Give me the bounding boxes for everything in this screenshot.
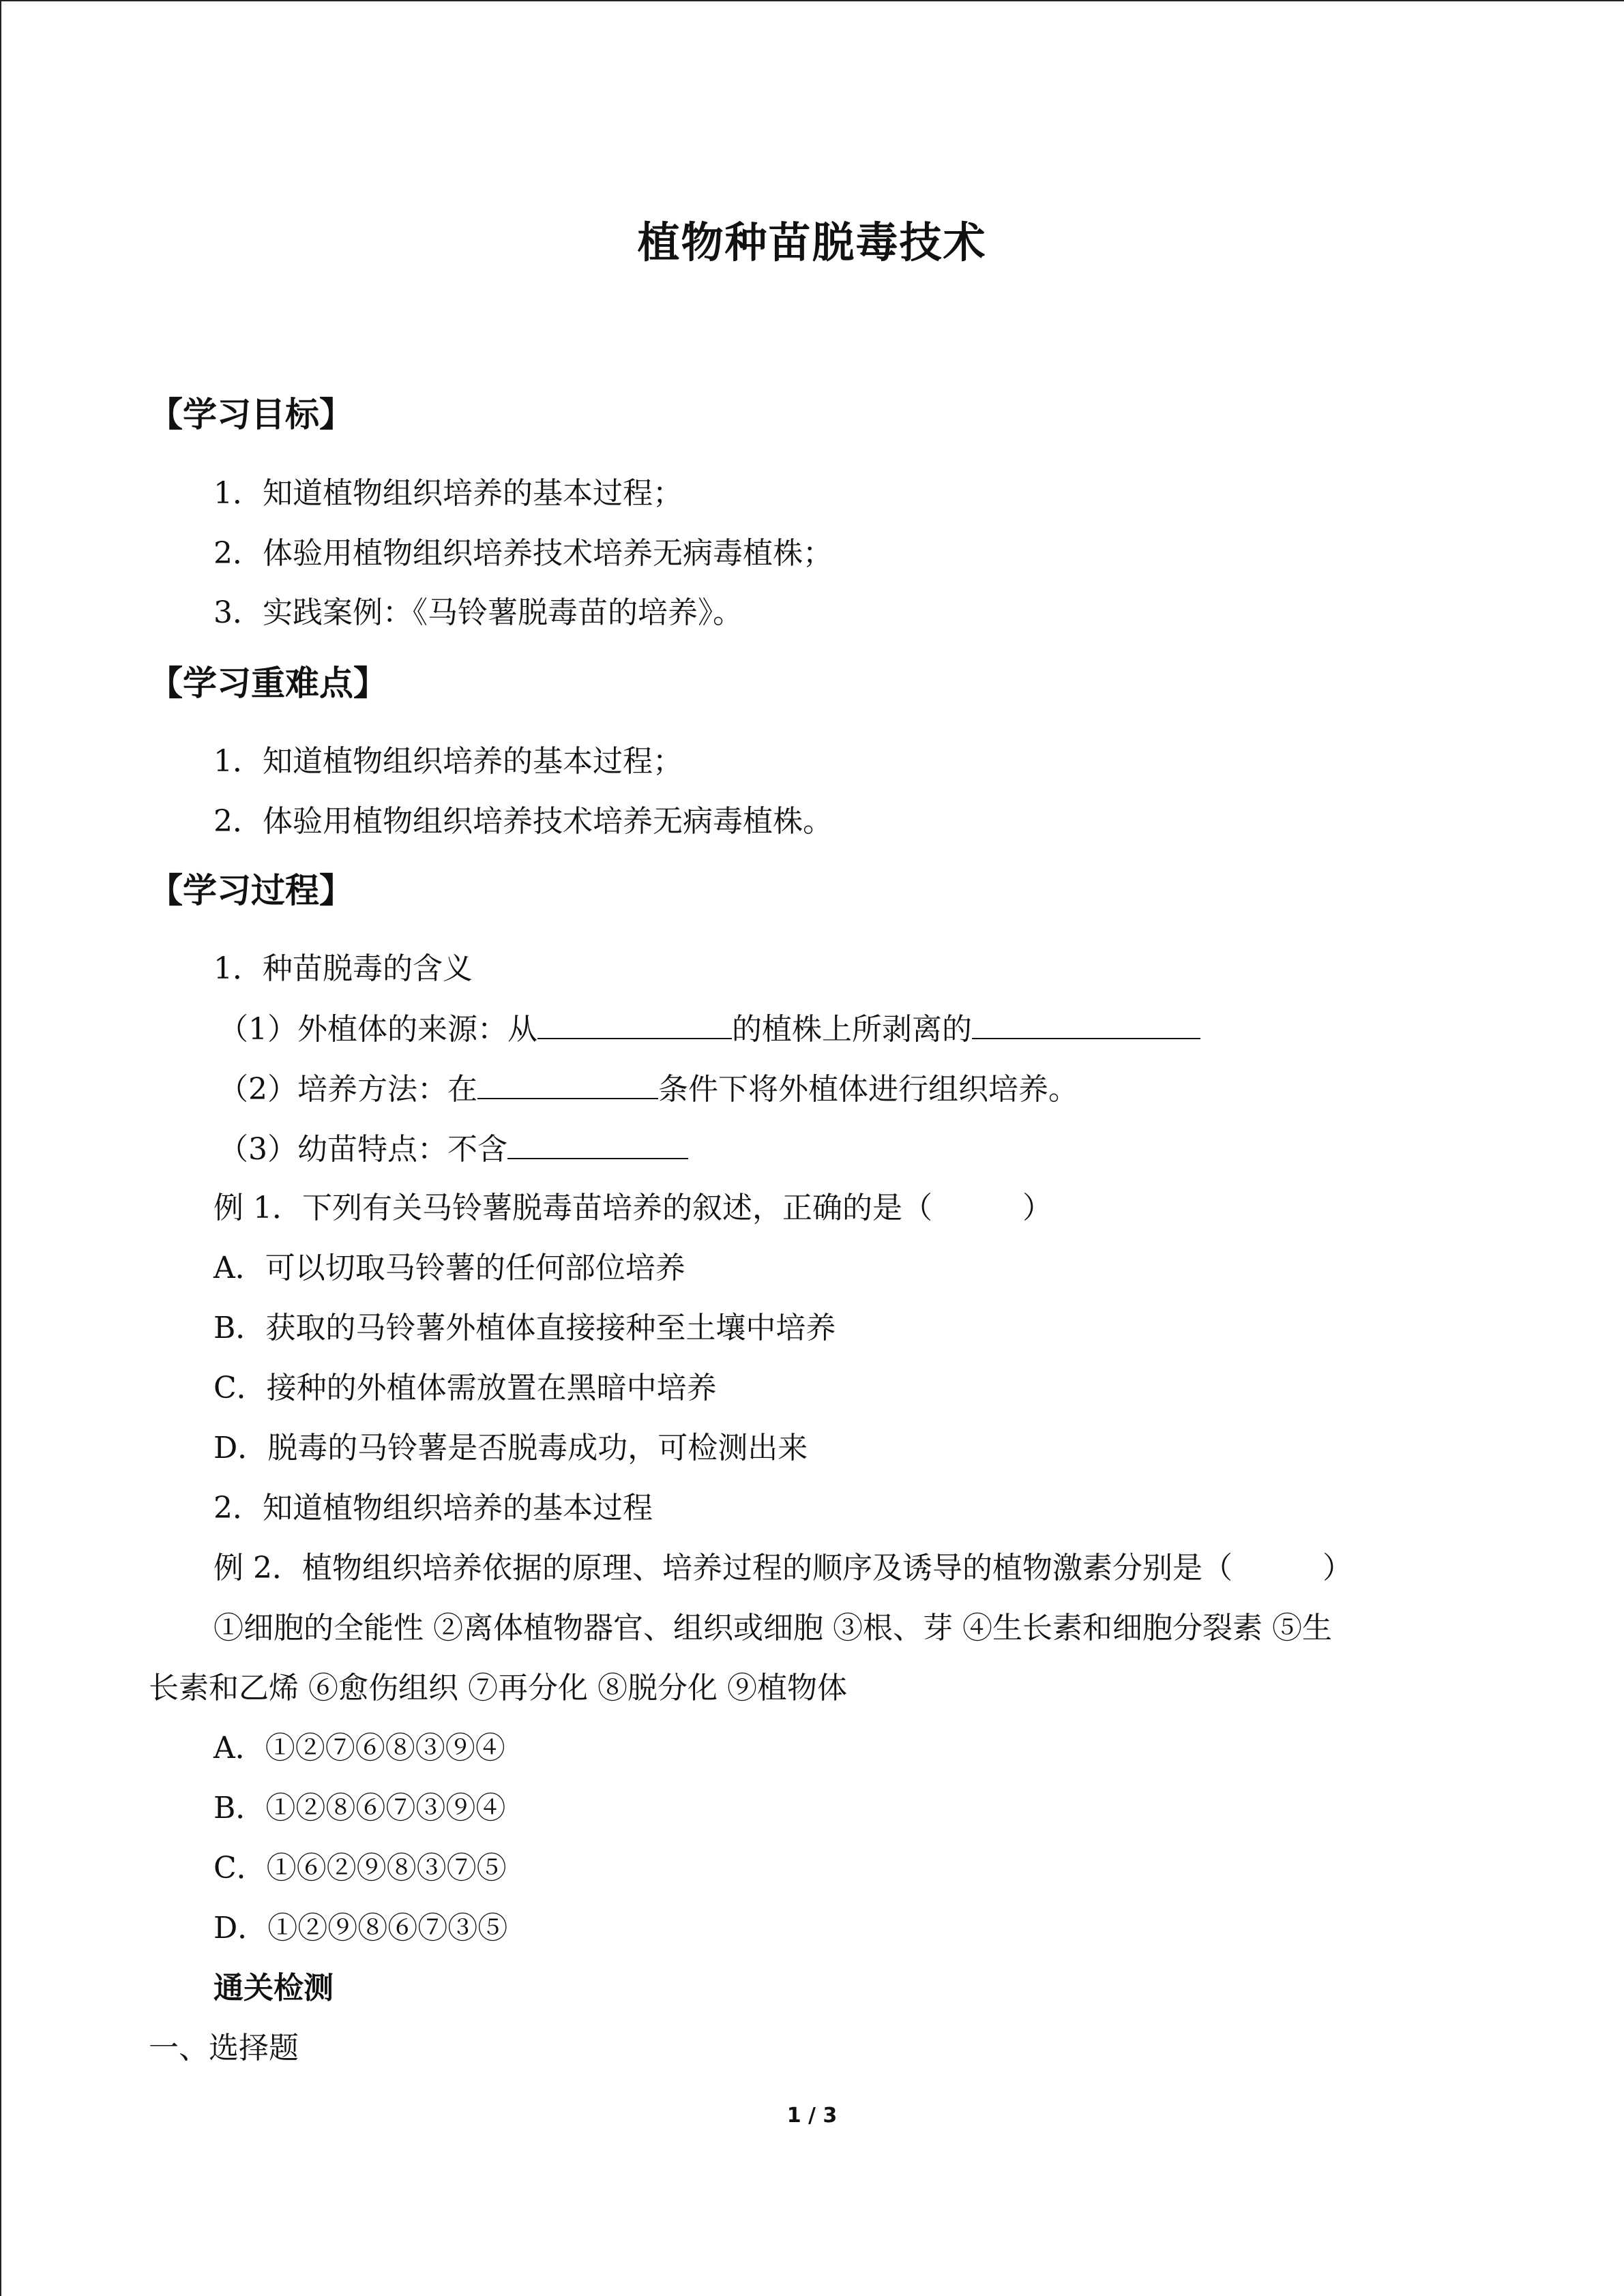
key-point-item-2: 2．体验用植物组织培养技术培养无病毒植株。 xyxy=(213,804,833,839)
fill-line-3 xyxy=(218,1128,688,1170)
key-point-item-1: 1．知道植物组织培养的基本过程； xyxy=(213,744,683,779)
blank-field[interactable] xyxy=(507,1128,688,1159)
fill-line-2 xyxy=(218,1068,1078,1110)
example-1-question: 例 1．下列有关马铃薯脱毒苗培养的叙述，正确的是（ ） xyxy=(213,1191,1052,1225)
example-1-option-a: A．可以切取马铃薯的任何部位培养 xyxy=(213,1251,685,1285)
objective-item-2: 2．体验用植物组织培养技术培养无病毒植株； xyxy=(213,536,833,571)
check-heading: 通关检测 xyxy=(213,1971,334,2006)
fill-line-1 xyxy=(218,1008,1200,1050)
example-2-items-line-1: ①细胞的全能性 ②离体植物器官、组织或细胞 ③根、芽 ④生长素和细胞分裂素 ⑤生 xyxy=(213,1611,1332,1645)
example-2-option-c: C．①⑥②⑨⑧③⑦⑤ xyxy=(213,1851,507,1885)
fill-line-2-prefix: （2）培养方法：在 xyxy=(218,1072,477,1107)
fill-line-3-prefix: （3）幼苗特点：不含 xyxy=(218,1132,507,1167)
blank-field[interactable] xyxy=(477,1068,658,1099)
process-item-1: 1．种苗脱毒的含义 xyxy=(213,951,473,986)
example-1-option-d: D．脱毒的马铃薯是否脱毒成功，可检测出来 xyxy=(213,1431,808,1465)
blank-field[interactable] xyxy=(537,1008,732,1039)
objective-item-1: 1．知道植物组织培养的基本过程； xyxy=(213,476,683,511)
blank-field[interactable] xyxy=(972,1008,1200,1039)
example-2-option-d: D．①②⑨⑧⑥⑦③⑤ xyxy=(213,1911,508,1945)
objective-item-3: 3．实践案例：《马铃薯脱毒苗的培养》。 xyxy=(213,595,743,630)
example-1-option-c: C．接种的外植体需放置在黑暗中培养 xyxy=(213,1371,717,1405)
fill-line-1-prefix: （1）外植体的来源：从 xyxy=(218,1012,537,1047)
example-2-option-b: B．①②⑧⑥⑦③⑨④ xyxy=(213,1791,506,1825)
example-1-option-b: B．获取的马铃薯外植体直接接种至土壤中培养 xyxy=(213,1311,836,1345)
key-points-heading: 【学习重难点】 xyxy=(149,664,387,703)
choice-heading: 一、选择题 xyxy=(149,2031,299,2066)
process-item-2: 2．知道植物组织培养的基本过程 xyxy=(213,1491,653,1525)
fill-line-2-suffix: 条件下将外植体进行组织培养。 xyxy=(658,1072,1078,1107)
page-number: 1 / 3 xyxy=(786,2104,838,2128)
objectives-heading: 【学习目标】 xyxy=(149,395,353,434)
page-title: 植物种苗脱毒技术 xyxy=(637,218,987,267)
example-2-items-line-2: 长素和乙烯 ⑥愈伤组织 ⑦再分化 ⑧脱分化 ⑨植物体 xyxy=(149,1671,847,1705)
example-2-question: 例 2．植物组织培养依据的原理、培养过程的顺序及诱导的植物激素分别是（ ） xyxy=(213,1551,1353,1585)
fill-line-1-middle: 的植株上所剥离的 xyxy=(732,1012,972,1047)
process-heading: 【学习过程】 xyxy=(149,871,353,910)
example-2-option-a: A．①②⑦⑥⑧③⑨④ xyxy=(213,1731,505,1765)
